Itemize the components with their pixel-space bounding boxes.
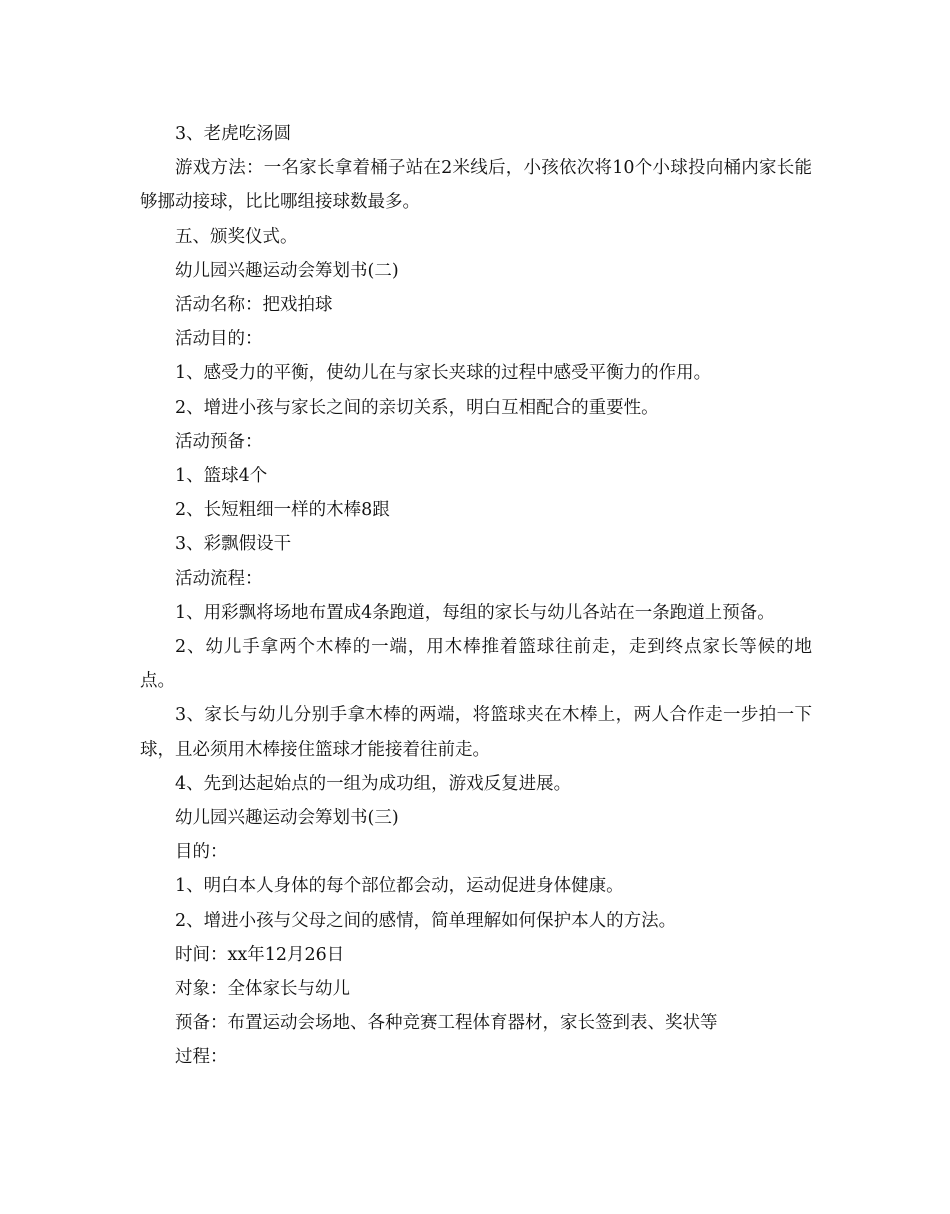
preparation-item-3: 3、彩飘假设干 (175, 534, 292, 555)
document-body (140, 117, 812, 1075)
process-item-2: 2、幼儿手拿两个木棒的一端，用木棒推着篮球往前走，走到终点家长等候的地点。 (140, 637, 812, 692)
plan-title-three: 幼儿园兴趣运动会筹划书(三) (175, 808, 399, 829)
plan-title-two: 幼儿园兴趣运动会筹划书(二) (175, 260, 399, 281)
activity-process-heading: 活动流程： (175, 568, 263, 589)
activity-name: 活动名称：把戏拍球 (175, 295, 333, 316)
purpose-item-2: 2、增进小孩与家长之间的亲切关系，明白互相配合的重要性。 (175, 397, 659, 418)
process-item-1: 1、用彩飘将场地布置成4条跑道，每组的家长与幼儿各站在一条跑道上预备。 (175, 602, 775, 623)
event-preparation: 预备：布置运动会场地、各种竞赛工程体育器材，家长签到表、奖状等 (175, 1013, 718, 1034)
section-award-ceremony: 五、颁奖仪式。 (175, 226, 298, 247)
preparation-item-1: 1、篮球4个 (175, 466, 268, 487)
preparation-item-2: 2、长短粗细一样的木棒8跟 (175, 500, 390, 521)
event-time: 时间：xx年12月26日 (175, 944, 345, 965)
goal-heading: 目的： (175, 842, 228, 863)
activity-preparation-heading: 活动预备： (175, 431, 263, 452)
purpose-item-1: 1、感受力的平衡，使幼儿在与家长夹球的过程中感受平衡力的作用。 (175, 363, 712, 384)
activity-purpose-heading: 活动目的： (175, 329, 263, 350)
process-item-4: 4、先到达起始点的一组为成功组，游戏反复进展。 (175, 773, 572, 794)
process-item-3: 3、家长与幼儿分别手拿木棒的两端，将篮球夹在木棒上，两人合作走一步拍一下球，且必须用木棒接住篮球才能接着往前走。 (140, 705, 812, 760)
goal-item-2: 2、增进小孩与父母之间的感情，简单理解如何保护本人的方法。 (175, 910, 677, 931)
game-method-paragraph: 游戏方法：一名家长拿着桶子站在2米线后，小孩依次将10个小球投向桶内家长能够挪动接球，比比哪组接球数最多。 (140, 158, 812, 213)
event-audience: 对象：全体家长与幼儿 (175, 979, 350, 1000)
list-item-tiger-game: 3、老虎吃汤圆 (175, 124, 292, 144)
goal-item-1: 1、明白本人身体的每个部位都会动，运动促进身体健康。 (175, 876, 624, 897)
event-process-heading: 过程： (175, 1047, 228, 1068)
